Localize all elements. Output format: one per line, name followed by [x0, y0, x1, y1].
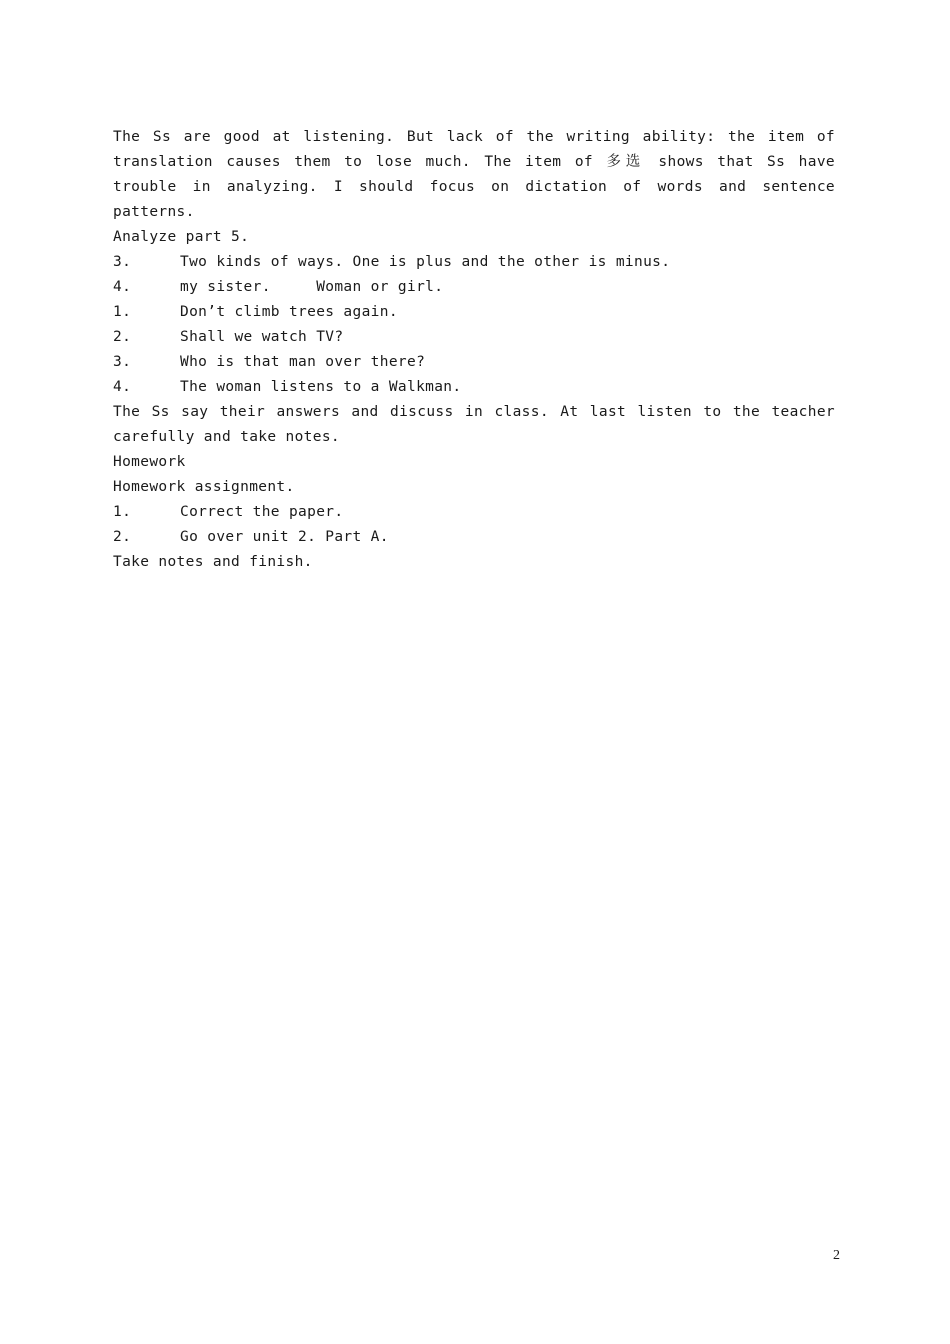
- analyze-heading: Analyze part 5.: [113, 229, 250, 245]
- item-number: 4.: [113, 379, 132, 395]
- list-item: [113, 300, 835, 325]
- item-text: my sister. Woman or girl.: [180, 279, 444, 295]
- homework-assignment: Homework assignment.: [113, 479, 295, 495]
- item-text: Shall we watch TV?: [180, 329, 344, 345]
- item-number: 2.: [113, 329, 132, 345]
- item-text: Don’t climb trees again.: [180, 304, 398, 320]
- list-item: [113, 500, 835, 525]
- item-number: 3.: [113, 354, 132, 370]
- list-item: [113, 275, 835, 300]
- item-number: 2.: [113, 529, 132, 545]
- item-text: Two kinds of ways. One is plus and the other is minus.: [180, 254, 671, 270]
- item-text: Correct the paper.: [180, 504, 344, 520]
- closing-line: Take notes and finish.: [113, 554, 313, 570]
- list-item: [113, 525, 835, 550]
- list-item: [113, 350, 835, 375]
- list-item: [113, 325, 835, 350]
- item-number: 1.: [113, 504, 132, 520]
- homework-list: [113, 500, 835, 550]
- intro-paragraph: The Ss are good at listening. But lack of the writing ability: the item of translation causes them to lose much. The item of 多选 shows that Ss have trouble in analyzing. I should focus on dictation of words and sentence patterns.: [113, 129, 835, 220]
- page-number: 2: [833, 1248, 840, 1263]
- item-number: 1.: [113, 304, 132, 320]
- analyze-list: [113, 250, 835, 400]
- homework-heading: Homework: [113, 454, 186, 470]
- list-item: [113, 375, 835, 400]
- item-text: Who is that man over there?: [180, 354, 426, 370]
- item-text: Go over unit 2. Part A.: [180, 529, 389, 545]
- discussion-paragraph: The Ss say their answers and discuss in class. At last listen to the teacher carefully and take notes.: [113, 404, 835, 445]
- list-item: [113, 250, 835, 275]
- item-text: The woman listens to a Walkman.: [180, 379, 462, 395]
- item-number: 4.: [113, 279, 132, 295]
- document-body: [113, 125, 835, 575]
- item-number: 3.: [113, 254, 132, 270]
